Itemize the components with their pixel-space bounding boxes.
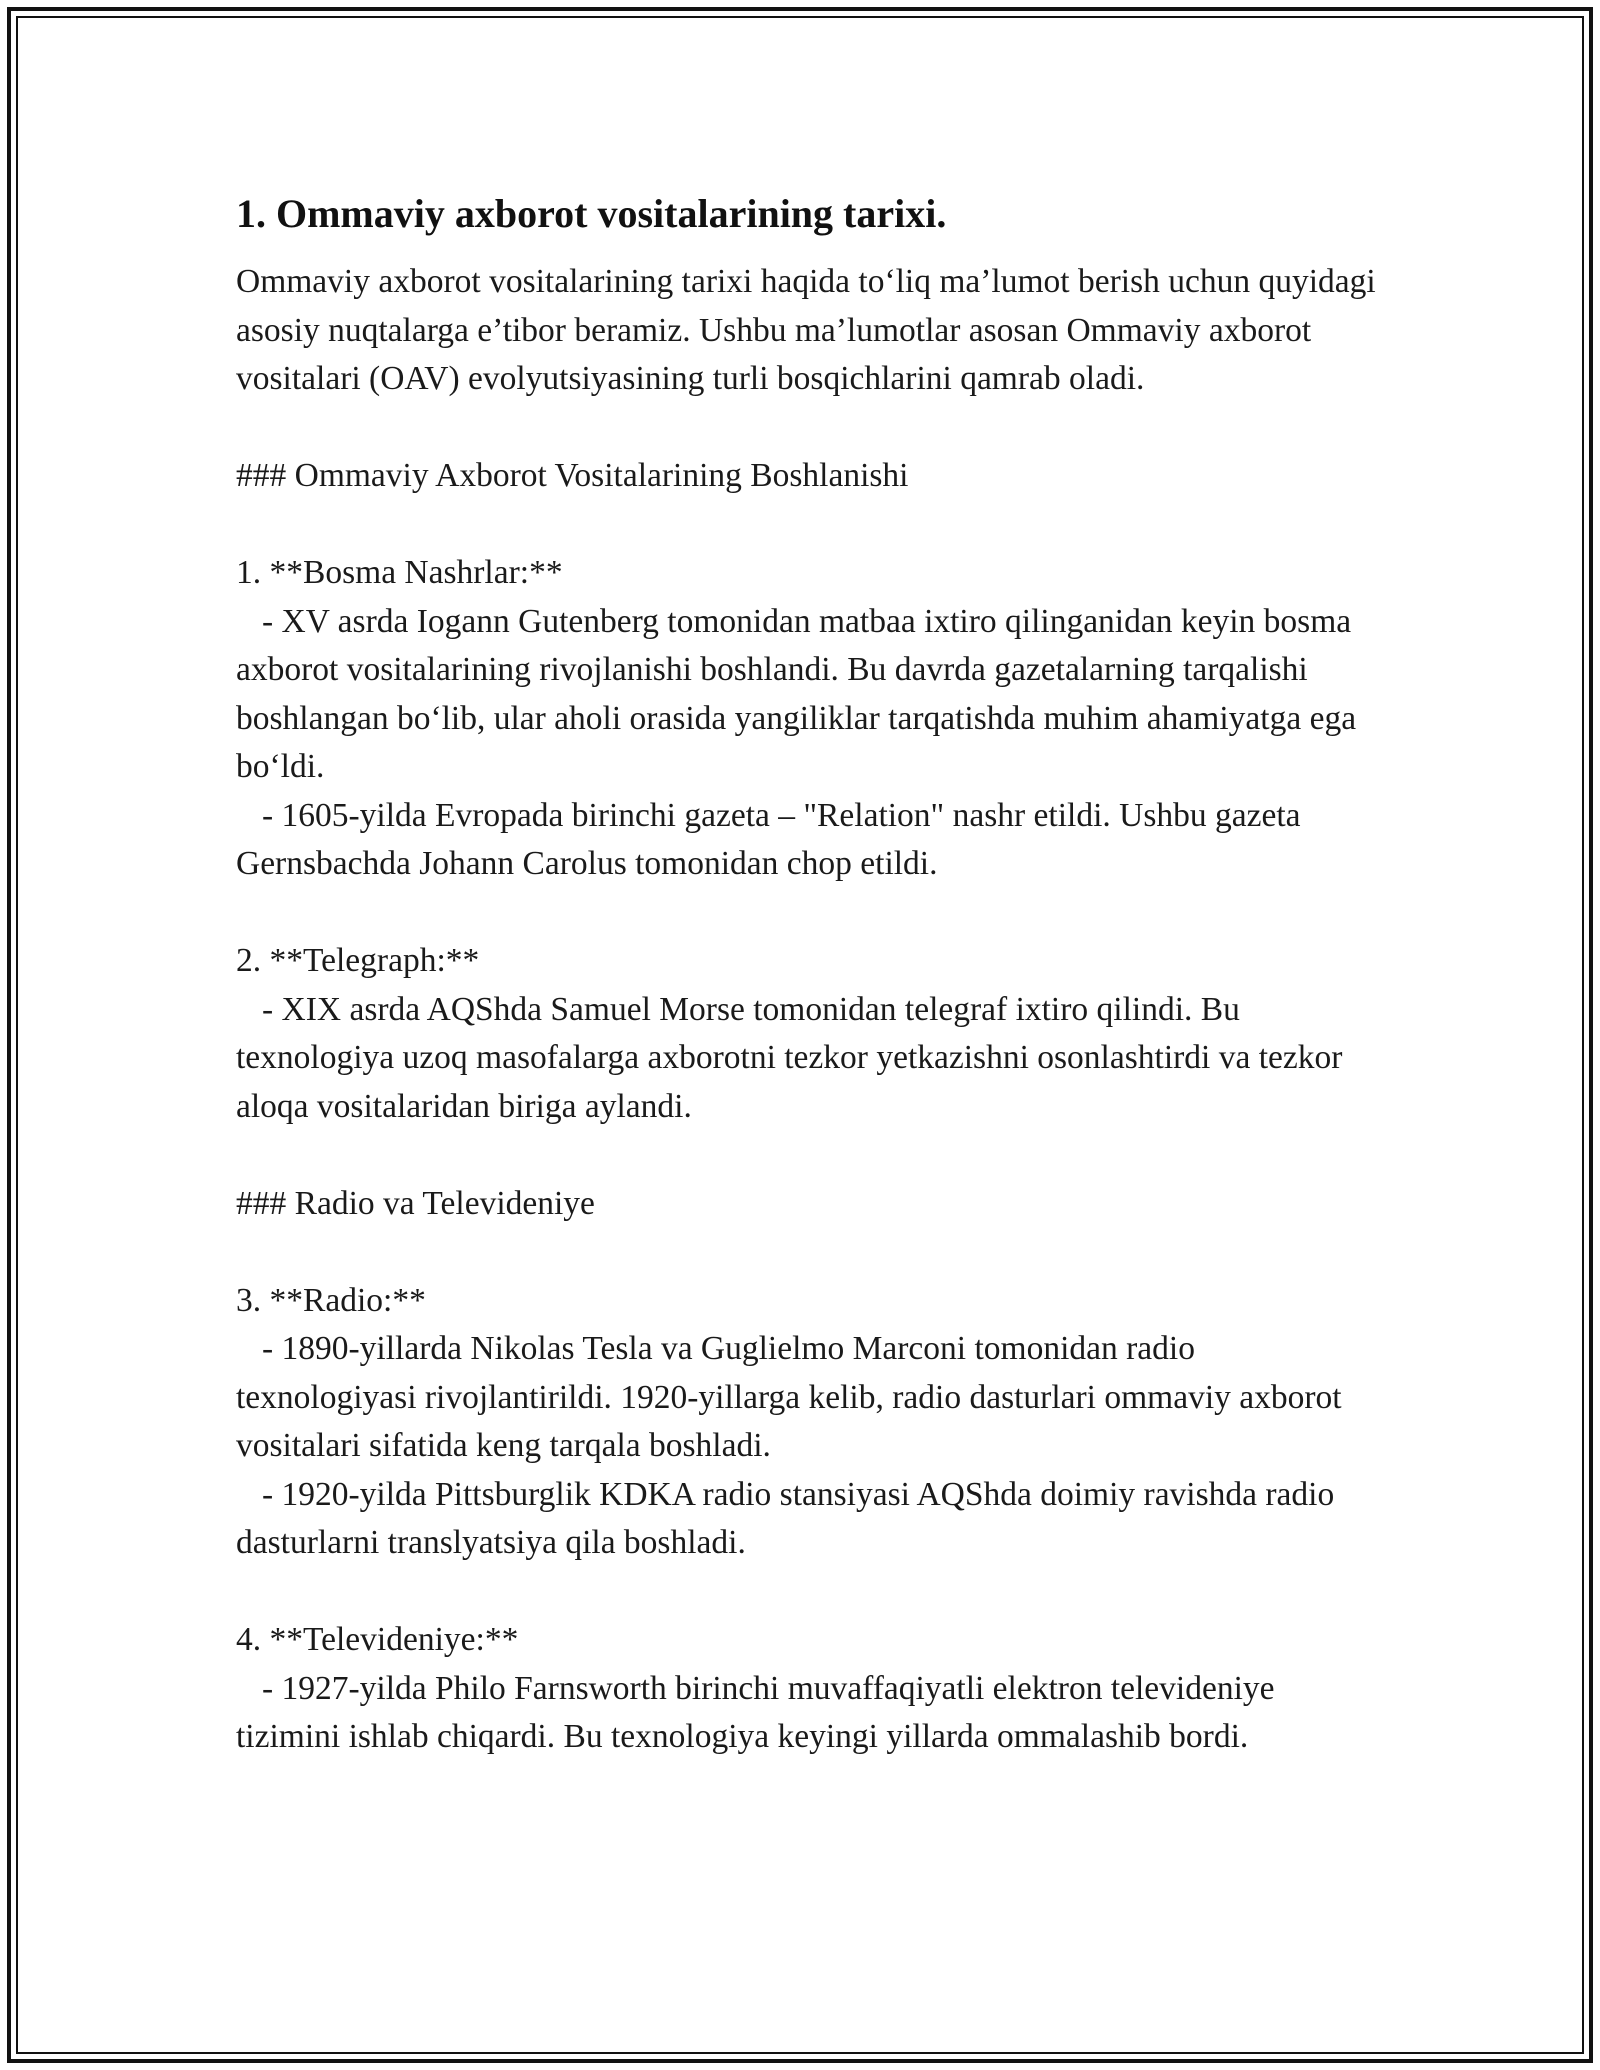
list-item-title-television: 4. **Televideniye:** [236,1621,519,1658]
section-heading-beginnings: ### Ommaviy Axborot Vositalarining Boshlanishi [236,457,909,494]
spacer [236,1568,1376,1617]
intro-paragraph: Ommaviy axborot vositalarining tarixi haqida to‘liq ma’lumot berish uchun quyidagi asosiy nuqtalarga e’tibor beramiz. Ushbu ma’lumotlar asosan Ommaviy axborot vositalari (OAV) evolyutsiyasining turli bosqichlarini qamrab oladi. [236,263,1385,397]
section-heading-radio-tv: ### Radio va Televideniye [236,1184,595,1222]
item-text: - 1890-yillarda Nikolas Tesla va Guglielmo Marconi tomonidan radio texnologiyasi rivojlantirildi. 1920-yillarga kelib, radio dasturlari ommaviy axborot vositalari sifatida keng tarqala boshladi. [236,1330,1350,1464]
list-item-text [236,792,1376,889]
list-item-text [236,1665,1376,1762]
item-text: - XIX asrda AQShda Samuel Morse tomonidan telegraf ixtiro qilindi. Bu texnologiya uzoq masofalarga axborotni tezkor yetkazishni osonlashtirdi va tezkor aloqa vositalaridan biriga aylandi. [236,990,1351,1125]
document-body [236,190,1385,1762]
spacer [236,1131,1376,1180]
spacer [236,889,1376,938]
item-text: - 1605-yilda Evropada birinchi gazeta – "Relation" nashr etildi. Ushbu gazeta Gernsbachda Johann Carolus tomonidan chop etildi. [236,796,1309,882]
spacer [236,1228,1376,1277]
list-item-title-telegraph: 2. **Telegraph:** [236,942,480,979]
spacer [236,404,1376,453]
spacer [236,501,1376,550]
list-item-text [236,598,1376,792]
item-text: - 1920-yilda Pittsburglik KDKA radio stansiyasi AQShda doimiy ravishda radio dasturlarni translyatsiya qila boshladi. [236,1475,1343,1561]
list-item-text [236,986,1376,1132]
list-item-title-print: 1. **Bosma Nashrlar:** [236,554,563,591]
list-item-text [236,1325,1376,1471]
list-item-text [236,1471,1376,1568]
page-title: 1. Ommaviy axborot vositalarining tarixi. [236,191,947,236]
item-text: - XV asrda Iogann Gutenberg tomonidan matbaa ixtiro qilinganidan keyin bosma axborot vositalarining rivojlanishi boshlandi. Bu davrda gazetalarning tarqalishi boshlangan bo‘lib, ular aholi orasida yangiliklar tarqatishda muhim ahamiyatga ega bo‘ldi. [236,602,1365,785]
list-item-title-radio: 3. **Radio:** [236,1281,426,1319]
item-text: - 1927-yilda Philo Farnsworth birinchi muvaffaqiyatli elektron televideniye tizimini ishlab chiqardi. Bu texnologiya keyingi yillarda ommalashib bordi. [236,1669,1283,1755]
